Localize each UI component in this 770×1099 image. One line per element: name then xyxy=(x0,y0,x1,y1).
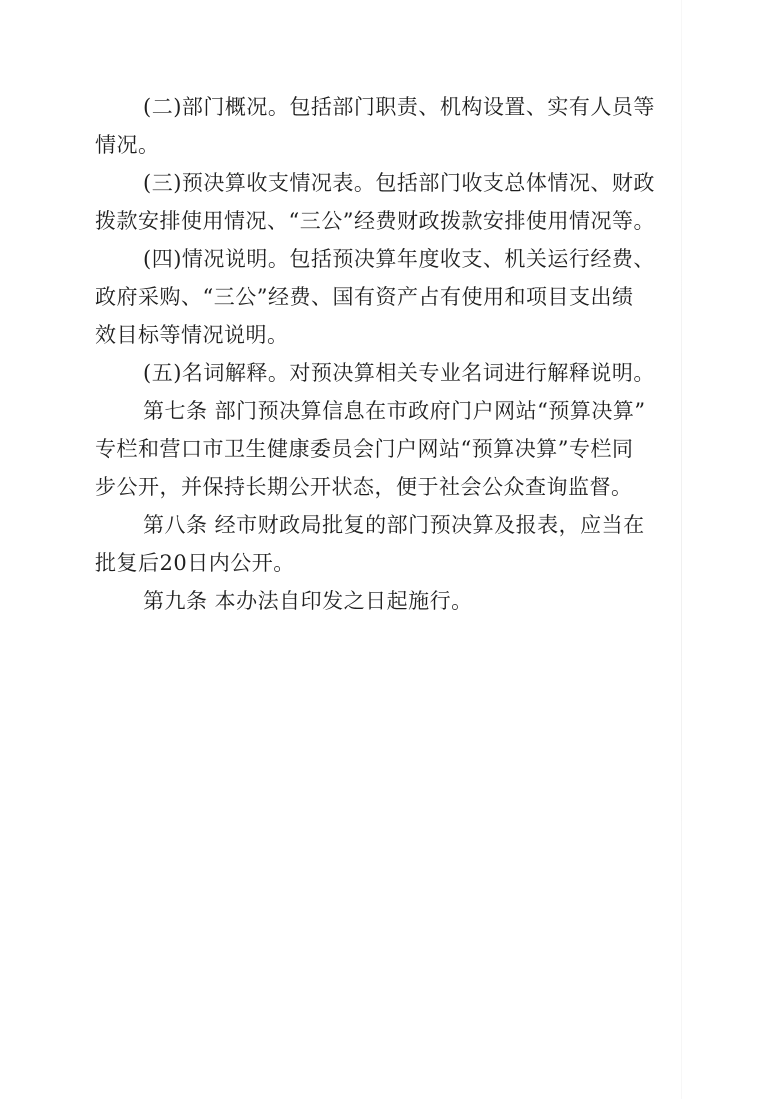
text-line: 效目标等情况说明。 xyxy=(95,323,289,347)
text-line: 第七条 部门预决算信息在市政府门户网站“预算决算” xyxy=(143,399,646,423)
paragraph-article-9 xyxy=(95,582,660,620)
text-line: (三)预决算收支情况表。包括部门收支总体情况、财政 xyxy=(143,171,655,195)
paragraph-article-8 xyxy=(95,506,660,582)
paragraph-article-7 xyxy=(95,392,660,506)
scan-edge-line xyxy=(681,0,682,1099)
paragraph-item-5 xyxy=(95,354,660,392)
text-line: 批复后20日内公开。 xyxy=(95,551,295,575)
text-line: (四)情况说明。包括预决算年度收支、机关运行经费、 xyxy=(143,247,655,271)
document-body xyxy=(95,88,660,620)
paragraph-item-4 xyxy=(95,240,660,354)
text-line: 专栏和营口市卫生健康委员会门户网站“预算决算”专栏同 xyxy=(95,437,634,461)
text-line: 第八条 经市财政局批复的部门预决算及报表，应当在 xyxy=(143,513,645,537)
text-line: 步公开，并保持长期公开状态，便于社会公众查询监督。 xyxy=(95,475,633,499)
text-line: (五)名词解释。对预决算相关专业名词进行解释说明。 xyxy=(143,361,655,385)
text-line: 第九条 本办法自印发之日起施行。 xyxy=(143,589,473,613)
text-line: 政府采购、“三公”经费、国有资产占有使用和项目支出绩 xyxy=(95,285,634,309)
text-line: 情况。 xyxy=(95,133,160,157)
paragraph-item-3 xyxy=(95,164,660,240)
text-line: 拨款安排使用情况、“三公”经费财政拨款安排使用情况等。 xyxy=(95,209,655,233)
text-line: (二)部门概况。包括部门职责、机构设置、实有人员等 xyxy=(143,95,655,119)
paragraph-item-2 xyxy=(95,88,660,164)
